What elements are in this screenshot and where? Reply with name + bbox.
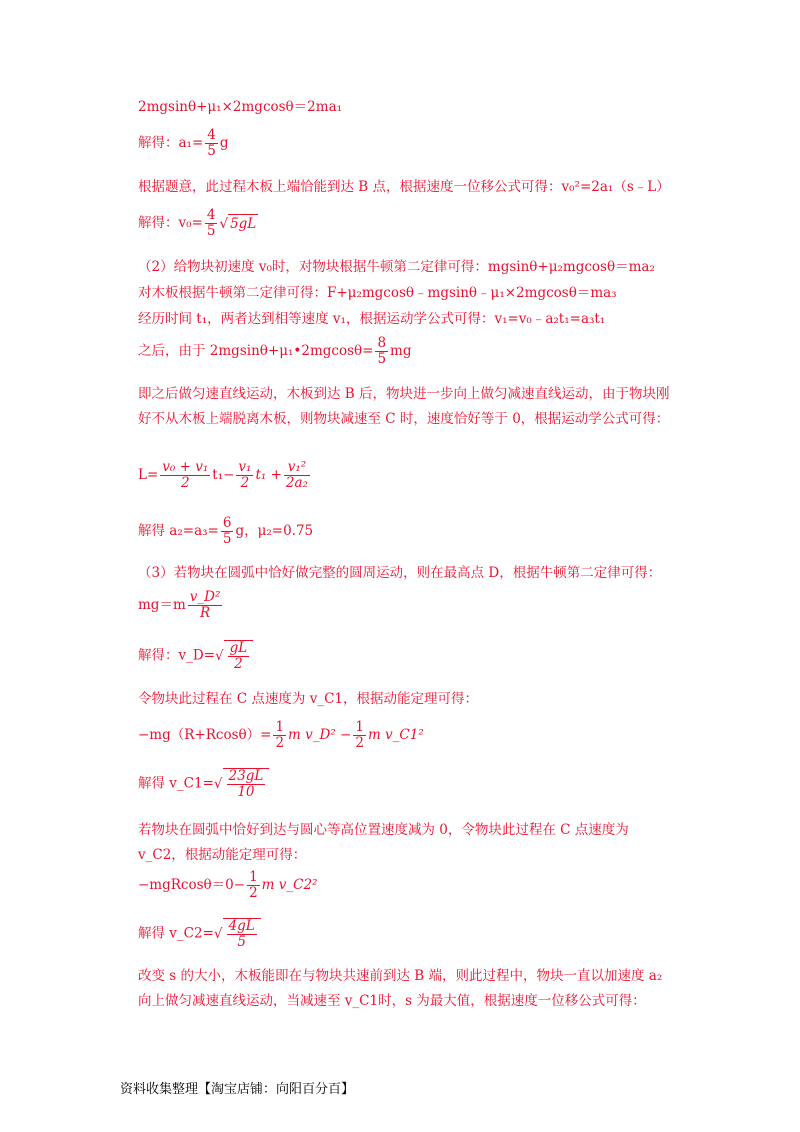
- fraction: $\frac{\text{v\_D²}}{R}$: [189, 589, 221, 621]
- fraction: $\frac{6}{5}$: [222, 515, 232, 547]
- eq-line-3: 根据题意，此过程木板上端恰能到达 B 点，根据速度一位移公式可得：v₀²=2a₁（s﹣L）: [138, 179, 670, 195]
- eq-line-5: （2）给物块初速度 v₀时，对物块根据牛顿第二定律可得：mgsinθ+μ₂mgcosθ＝ma₂: [138, 259, 655, 275]
- eq-line-12: （3）若物块在圆弧中恰好做完整的圆周运动，则在最高点 D，根据牛顿第二定律可得：: [138, 565, 662, 581]
- eq-line-7: 经历时间 t₁，两者达到相等速度 v₁，根据运动学公式可得：v₁=v₀﹣a₂t₁=a₃t₁: [138, 311, 606, 327]
- fraction: $\frac{1}{2}$: [355, 719, 364, 751]
- paragraph-21: 改变 s 的大小，木板能即在与物块共速前到达 B 端，则此过程中，物块一直以加速度 a₂ 向上做匀减速直线运动，当减速至 v_C1时，s 为最大值，根据速度一位移公式可得：: [138, 968, 663, 1009]
- eq-line-6: 对木板根据牛顿第二定律可得：F+μ₂mgcosθ﹣mgsinθ﹣μ₁×2mgcosθ＝ma₃: [138, 285, 617, 301]
- fraction: $\frac{1}{2}$: [249, 869, 258, 901]
- sqrt: √ $\frac{gL}{2}$: [215, 640, 253, 672]
- eq-line-8: 之后，由于 2mgsinθ+μ₁•2mgcosθ= $\frac{8}{5}$ mg: [138, 335, 412, 367]
- fraction: $\frac{1}{2}$: [275, 719, 285, 751]
- eq-line-4: 解得：v₀= $\frac{4}{5}$ √ 5gL: [138, 207, 257, 239]
- paragraph-9: 即之后做匀速直线运动，木板到达 B 后，物块进一步向上做匀减速直线运动，由于物块刚好不从木板上端脱离木板，则物块减速至 C 时，速度恰好等于 0，根据运动学公式可得：: [138, 386, 670, 427]
- footer-watermark: 资料收集整理【淘宝店铺：向阳百分百】: [120, 1082, 355, 1097]
- eq-line-20: 解得 v_C2=√ $\frac{4gL}{5}$: [138, 918, 261, 950]
- fraction: $\frac{\text{v₁²}}{\text{2a₂}}$: [285, 459, 308, 491]
- sqrt: √ $\frac{4gL}{5}$: [214, 918, 261, 950]
- fraction: $\frac{\text{v₁}}{2}$: [238, 459, 252, 491]
- eq-line-16: −mg（R+Rcosθ）= $\frac{1}{2}$ m v_D² − $\frac{1}{2}$ m v_C1²: [138, 719, 424, 751]
- eq-line-15: 令物块此过程在 C 点速度为 v_C1，根据动能定理可得：: [138, 691, 478, 707]
- fraction: $\frac{8}{5}$: [377, 335, 387, 367]
- paragraph-18: 若物块在圆弧中恰好到达与圆心等高位置速度减为 0，令物块此过程在 C 点速度为 v_C2，根据动能定理可得：: [138, 822, 629, 863]
- sqrt: √ $\frac{23gL}{10}$: [214, 768, 269, 800]
- fraction: $\frac{4}{5}$: [206, 207, 216, 239]
- eq-line-14: 解得：v_D=√ $\frac{gL}{2}$: [138, 640, 253, 672]
- eq-line-1: 2mgsinθ+μ₁×2mgcosθ＝2ma₁: [138, 99, 343, 115]
- eq-line-2: 解得：a₁= $\frac{4}{5}$ g: [138, 127, 229, 159]
- sqrt: √ 5gL: [219, 216, 257, 232]
- eq-line-17: 解得 v_C1=√ $\frac{23gL}{10}$: [138, 768, 269, 800]
- eq-line-11: 解得 a₂=a₃= $\frac{6}{5}$ g，μ₂=0.75: [138, 515, 314, 547]
- eq-line-19: −mgRcosθ＝0− $\frac{1}{2}$ m v_C2²: [138, 869, 318, 901]
- fraction: $\frac{4}{5}$: [207, 127, 216, 159]
- fraction: $\frac{\text{v₀ + v₁}}{2}$: [162, 459, 209, 491]
- eq-line-10: L= $\frac{\text{v₀ + v₁}}{2}$ t₁− $\frac{\text{v₁}}{2}$ t₁ + $\frac{\text{v₁²}}{\text{2a₂}}$: [138, 459, 308, 491]
- eq-line-13: mg＝m $\frac{\text{v\_D²}}{R}$: [138, 589, 221, 621]
